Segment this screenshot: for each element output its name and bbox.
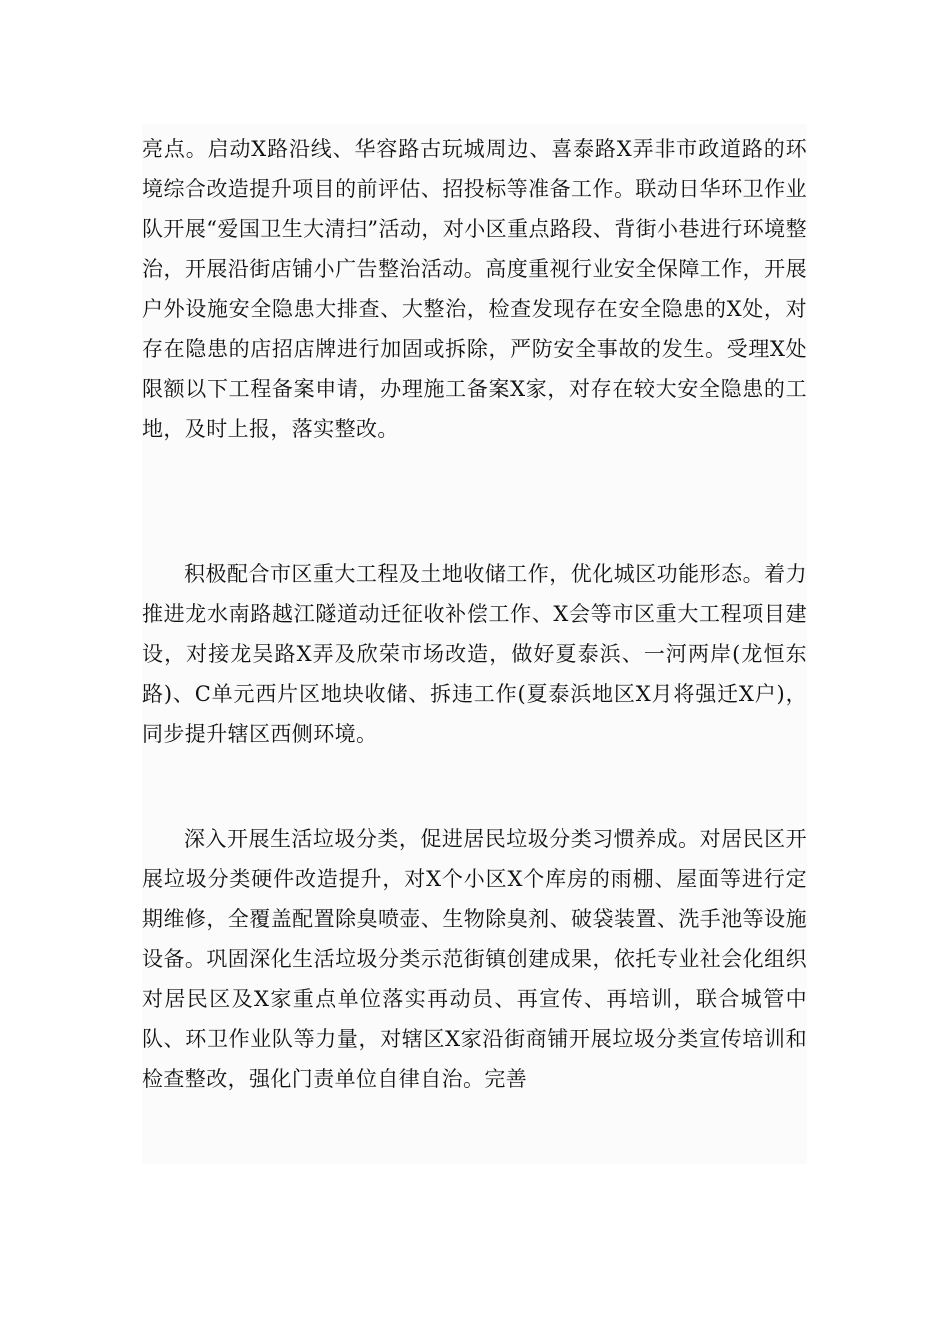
paragraph-garbage-sorting: 深入开展生活垃圾分类，促进居民垃圾分类习惯养成。对居民区开展垃圾分类硬件改造提升，对X个小区X个库房的雨棚、屋面等进行定期维修，全覆盖配置除臭喷壶、生物除臭剂、破袋装置、洗手池等设施设备。巩固深化生活垃圾分类示范街镇创建成果，依托专业社会化组织对居民区及X家重点单位落实再动员、再宣传、再培训，联合城管中队、环卫作业队等力量，对辖区X家沿街商铺开展垃圾分类宣传培训和检查整改，强化门责单位自律自治。完善 [142,827,807,1091]
paragraph-major-projects: 积极配合市区重大工程及土地收储工作，优化城区功能形态。着力推进龙水南路越江隧道动迁征收补偿工作、X会等市区重大工程项目建设，对接龙吴路X弄及欣荣市场改造，做好夏泰浜、一河两岸(龙恒东路)、C单元西片区地块收储、拆违工作(夏泰浜地区X月将强迁X户)，同步提升辖区西侧环境。 [142,562,807,746]
paragraph-environment-improvement: 亮点。启动X路沿线、华容路古玩城周边、喜泰路X弄非市政道路的环境综合改造提升项目的前评估、招投标等准备工作。联动日华环卫作业队开展“爱国卫生大清扫”活动，对小区重点路段、背街小巷进行环境整治，开展沿街店铺小广告整治活动。高度重视行业安全保障工作，开展户外设施安全隐患大排查、大整治，检查发现存在安全隐患的X处，对存在隐患的店招店牌进行加固或拆除，严防安全事故的发生。受理X处限额以下工程备案申请，办理施工备案X家，对存在较大安全隐患的工地，及时上报，落实整改。 [142,137,807,441]
document-body [142,124,807,1164]
